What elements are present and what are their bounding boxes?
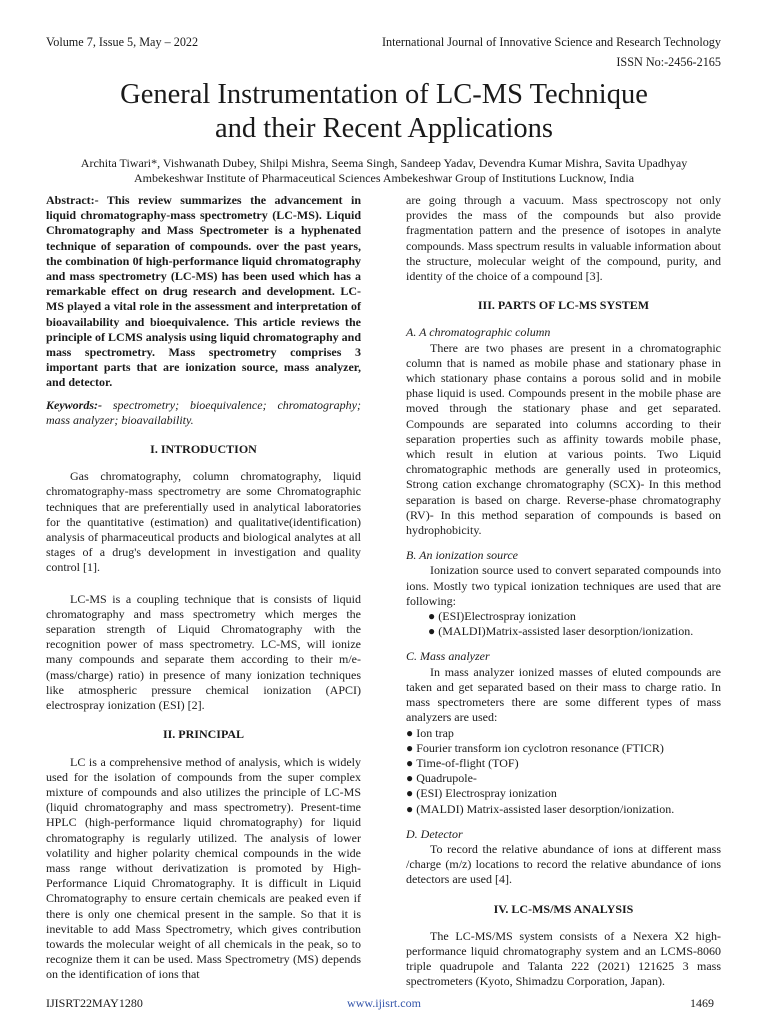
bullet-icon: ●	[406, 801, 414, 816]
subsection-b-heading: B. An ionization source	[406, 548, 518, 563]
subsection-d-text: To record the relative abundance of ions at different mass /charge (m/z) locations to record the relative abundance of ions detectors are used [4].	[406, 841, 721, 887]
list-item: ● (ESI) Electrospray ionization	[406, 786, 557, 801]
list-item: ● (ESI)Electrospray ionization	[428, 609, 576, 624]
subsection-a-heading: A. A chromatographic column	[406, 325, 551, 340]
title-line-2: and their Recent Applications	[215, 113, 553, 144]
header-issn: ISSN No:-2456-2165	[616, 55, 721, 69]
list-item: ● (MALDI) Matrix-assisted laser desorption/ionization.	[406, 801, 675, 816]
footer-url-link[interactable]: www.ijisrt.com	[347, 996, 421, 1010]
list-item: ● (MALDI)Matrix-assisted laser desorption/ionization.	[428, 624, 694, 639]
list-item: ● Time-of-flight (TOF)	[406, 755, 519, 770]
mass-spec-paragraph: are going through a vacuum. Mass spectroscopy not only provides the mass of the compounds but also provide fragmentation pattern and the presence of isotopes in analyte compounds. Mass spectrum results in valuable information about the structure, molecular weight of the compound, purity, and identity of the choice of a compound [3].	[406, 193, 721, 284]
list-item: ● Quadrupole-	[406, 771, 477, 786]
header-volume: Volume 7, Issue 5, May – 2022	[46, 35, 199, 49]
intro-paragraph-2: LC-MS is a coupling technique that is consists of liquid chromatography and mass spectrometry which merges the separation strength of Liquid Chromatography with the recognition power of mass spectrometry. LC-MS, will ionize many compounds and separate them according to their m/e- (mass/charge) ratio) in presence of many ionization techniques like atmospheric pressure chemical ionization (APCI) electrospray ionization (ESI) [2].	[46, 591, 361, 713]
subsection-c-heading: C. Mass analyzer	[406, 649, 490, 664]
bullet-icon: ●	[428, 624, 436, 639]
affiliation: Ambekeshwar Institute of Pharmaceutical Sciences Ambekeshwar Group of Institutions Lucknow, India	[133, 171, 635, 185]
paper-title	[0, 78, 768, 146]
bullet-icon: ●	[406, 755, 414, 770]
authors: Archita Tiwari*, Vishwanath Dubey, Shilpi Mishra, Seema Singh, Sandeep Yadav, Devendra Kumar Mishra, Savita Upadhyay	[80, 156, 688, 170]
keywords	[46, 398, 361, 428]
keywords-text: spectrometry; bioequivalence; chromatography; mass analyzer; bioavailability.	[46, 397, 361, 427]
list-item: ● Ion trap	[406, 725, 454, 740]
section-heading-introduction: I. INTRODUCTION	[150, 442, 257, 457]
title-line-1: General Instrumentation of LC-MS Technique	[120, 79, 648, 110]
lcms-analysis-paragraph: The LC-MS/MS system consists of a Nexera X2 high-performance liquid chromatography system and an LCMS-8060 triple quadrupole and Talanta 222 (2021) 121625 3 mass spectrometers (Kyoto, Shimadzu Corporation, Japan).	[406, 928, 721, 989]
subsection-b-text: Ionization source used to convert separated compounds into ions. Mostly two typical ionization techniques are used that are following:	[406, 563, 721, 608]
keywords-label: Keywords:-	[46, 397, 102, 412]
bullet-icon: ●	[406, 725, 414, 740]
section-heading-principal: II. PRINCIPAL	[162, 727, 245, 742]
subsection-d-heading: D. Detector	[406, 826, 463, 841]
subsection-c-text: In mass analyzer ionized masses of eluted compounds are taken and get separated based on their mass to charge ratio. In mass spectrometers there are some different types of mass analyzers are used:	[406, 664, 721, 725]
bullet-icon: ●	[406, 740, 414, 755]
abstract: Abstract:- This review summarizes the advancement in liquid chromatography-mass spectrometry (LC-MS). Liquid Chromatography and Mass Spectrometer is a hyphenated technique of separation of compounds. over the past years, the combination 0f high-performance liquid chromatography and mass spectrometry (LC-MS) has been used which has a remarkable effect on drug research and development. LC-MS played a vital role in the assessment and interpretation of bioavailability and bioequivalence. This article reviews the principle of LCMS analysis using liquid chromatography and mass spectrometry. Mass spectrometry comprises 3 important parts that are ionization source, mass analyzer, and detector.	[46, 193, 361, 390]
list-item: ● Fourier transform ion cyclotron resonance (FTICR)	[406, 740, 664, 755]
header-journal: International Journal of Innovative Science and Research Technology	[381, 35, 721, 49]
bullet-icon: ●	[406, 771, 414, 786]
bullet-icon: ●	[428, 609, 436, 624]
principal-paragraph-1: LC is a comprehensive method of analysis, which is widely used for the isolation of compounds from the super complex mixture of compounds and also utilizes the principle of LC-MS (liquid chromatography and mass spectrometry). Present-time HPLC (high-performance liquid chromatography) for liquid chromatography is regularly utilized. The analysis of lower volatility and higher polarity chemical compounds in the wide mass range without derivatization is promoted by High-Performance Liquid Chromatography. It is difficult in Liquid Chromatography to ensure certain chemicals are peaked even if there is only one chemical present in the sample. So that it is inevitable to add Mass Spectrometry, which gives contribution towards the molecular weight of all chemicals in the peak, so to recognize them it can be used. Mass Spectrometry (MS) depends on the identification of ions that	[46, 754, 361, 982]
bullet-icon: ●	[406, 786, 414, 801]
section-heading-lcms-analysis: IV. LC-MS/MS ANALYSIS	[493, 901, 634, 916]
footer-paper-code: IJISRT22MAY1280	[46, 996, 143, 1010]
footer-page-number: 1469	[690, 996, 714, 1010]
right-column	[406, 193, 721, 990]
intro-paragraph-1: Gas chromatography, column chromatography, liquid chromatography-mass spectrometry are some Chromatographic techniques that are preferentially used in analytical laboratories for the quantitative (estimation) and qualitative(identification) analysis of pharmaceutical products and biological analytes at all stages of a drug's development in investigation and quality control [1].	[46, 469, 361, 575]
section-heading-parts: III. PARTS OF LC-MS SYSTEM	[477, 298, 650, 313]
subsection-a-text: There are two phases are present in a chromatographic column that is named as mobile phase and stationary phase in which stationary phase contains a porous solid and in mobile phase liquid is used. Compounds present in the mobile phase are moved through the stationary phase and get separated. Compounds are separated into columns according to their separation properties such as affinity towards mobile phase, which result in elution at various points. Two Liquid chromatographic methods are generally used in proteomics, Strong cation exchange chromatography (SCX)- In this method separation is based on charge. Reverse-phase chromatography (RV)- In this method separation of compounds is based on hydrophobicity.	[406, 340, 721, 538]
left-column	[46, 193, 361, 983]
